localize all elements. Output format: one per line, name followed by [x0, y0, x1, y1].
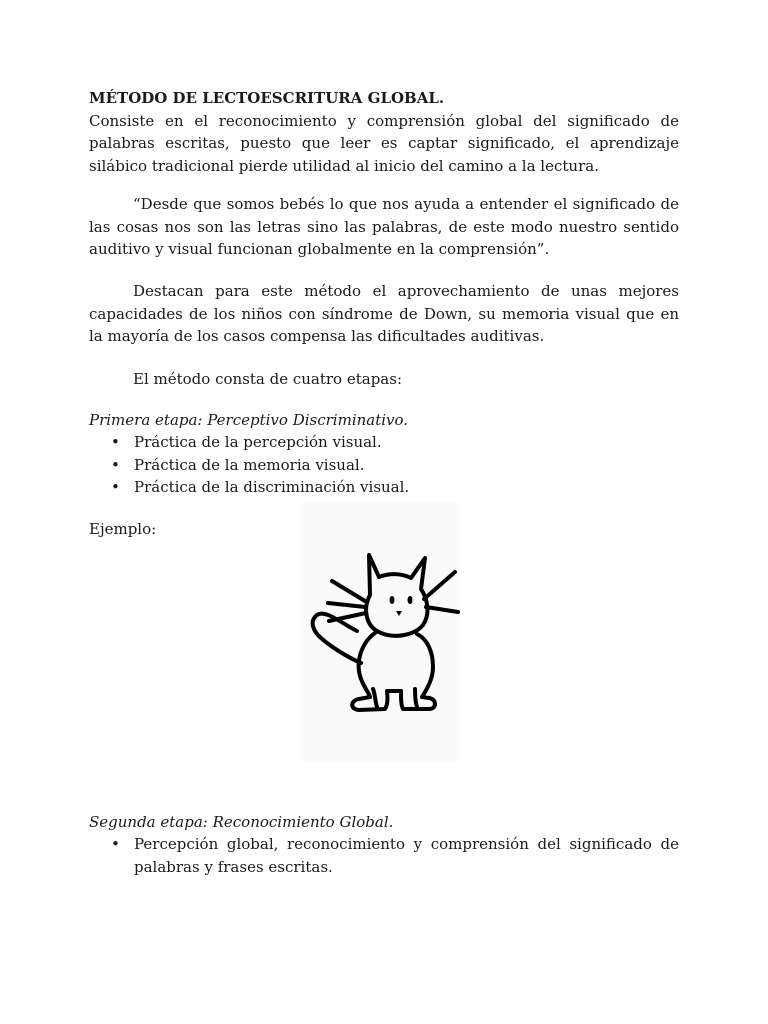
stages-intro: El método consta de cuatro etapas: — [133, 370, 402, 388]
stage1-heading: Primera etapa: Perceptivo Discriminativo. — [89, 411, 409, 429]
bullet-icon: • — [111, 835, 120, 853]
intro-paragraph: Consiste en el reconocimiento y comprensión global del significado de palabras escritas, puesto que leer es captar significado, el aprendizaje silábico tradicional pierde utilidad al inicio del camino a la lectura. — [89, 111, 679, 175]
list-item — [89, 431, 679, 454]
list-item — [89, 476, 679, 499]
stage2-list-container — [89, 833, 679, 878]
stage1-list-container — [89, 431, 679, 499]
list-item-text: Práctica de la memoria visual. — [134, 455, 365, 474]
example-label: Ejemplo: — [89, 520, 157, 538]
document-title: MÉTODO DE LECTOESCRITURA GLOBAL. — [89, 89, 445, 107]
stage2-heading: Segunda etapa: Reconocimiento Global. — [89, 813, 394, 831]
bullet-icon: • — [111, 433, 120, 451]
bullet-icon: • — [111, 478, 120, 496]
stage2-list — [89, 833, 679, 878]
bullet-icon: • — [111, 455, 120, 474]
cat-drawing-icon — [303, 503, 460, 761]
stage1-list — [89, 431, 679, 499]
list-item-text: Percepción global, reconocimiento y comprensión del significado de palabras y frases escritas. — [134, 835, 679, 876]
list-item-text: Práctica de la percepción visual. — [134, 433, 382, 451]
list-item — [89, 454, 679, 477]
list-item-text: Práctica de la discriminación visual. — [134, 478, 410, 496]
quote-paragraph: “Desde que somos bebés lo que nos ayuda a entender el significado de las cosas nos son las letras sino las palabras, de este modo nuestro sentido auditivo y visual funcionan globalmente en la comprensión”. — [89, 195, 679, 258]
down-syndrome-paragraph: Destacan para este método el aprovechamiento de unas mejores capacidades de los niños con síndrome de Down, su memoria visual que en la mayoría de los casos compensa las dificultades auditivas. — [89, 282, 679, 345]
example-image — [303, 503, 460, 761]
list-item — [89, 833, 679, 878]
intro-section — [89, 87, 679, 177]
